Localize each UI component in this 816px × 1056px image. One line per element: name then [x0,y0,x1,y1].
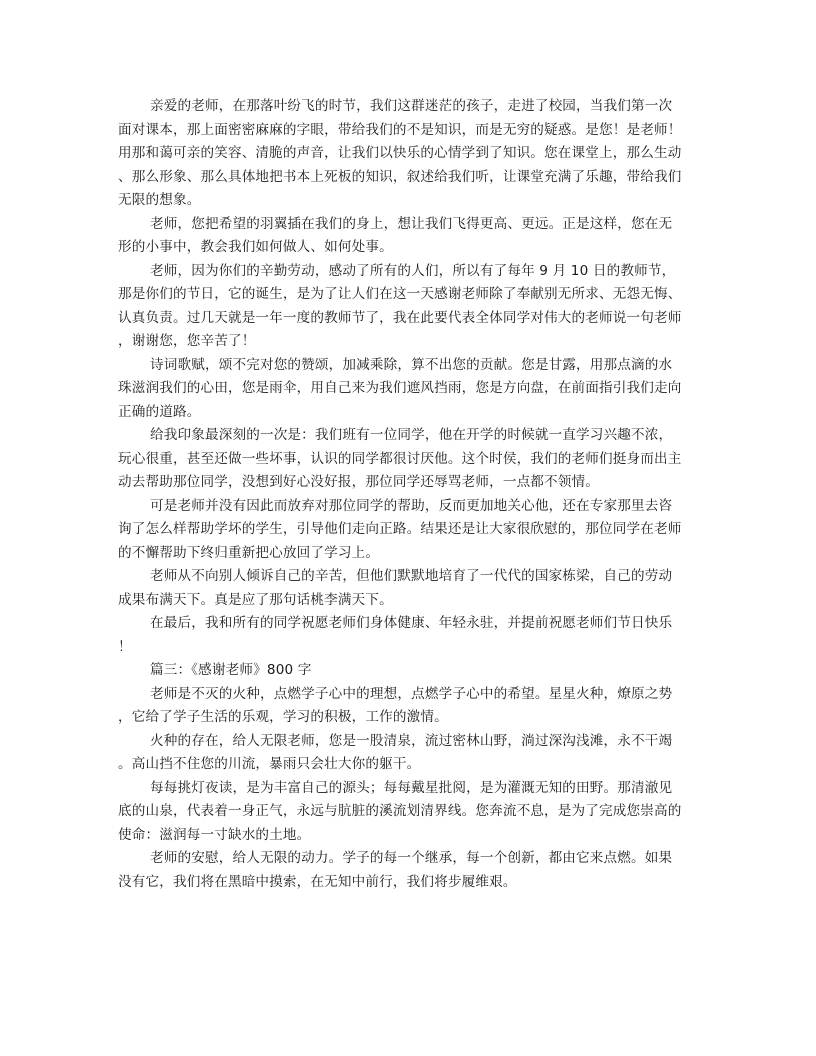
text-line: 无限的想象。 [118,192,201,208]
text-line: 、那么形象、那么具体地把书本上死板的知识，叙述给我们听，让课堂充满了乐趣，带给我们 [118,168,682,185]
text-line: 那是你们的节日，它的诞生，是为了让人们在这一天感谢老师除了奉献别无所求、无怨无悔、 [118,286,682,302]
text-line: 。高山挡不住您的川流，暴雨只会壮大你的躯干。 [118,756,421,772]
text-line: 火种的存在，给人无限老师，您是一股清泉，流过密林山野，淌过深沟浅滩，永不干竭 [150,732,673,749]
text-line: 面对课本，那上面密密麻麻的字眼，带给我们的不是知识，而是无穷的疑惑。是您！是老师！ [118,121,682,138]
text-line: ，它给了学子生活的乐观，学习的积极，工作的激情。 [118,709,448,725]
text-line: 老师的安慰，给人无限的动力。学子的每一个继承，每一个创新，都由它来点燃。如果 [150,850,673,866]
text-line: 每每挑灯夜读，是为丰富自己的源头；每每戴星批阅，是为灌溉无知的田野。那清澈见 [150,779,673,796]
text-line: 正确的道路。 [118,403,201,420]
text-line: 老师，您把希望的羽翼插在我们的身上，想让我们飞得更高、更远。正是这样，您在无 [150,215,673,232]
text-line: ，谢谢您，您辛苦了！ [118,333,256,349]
text-line: 没有它，我们将在黑暗中摸索，在无知中前行，我们将步履维艰。 [118,873,517,890]
text-line: 动去帮助那位同学，没想到好心没好报，那位同学还辱骂老师，一点都不领情。 [118,474,600,490]
text-line: 老师，因为你们的辛勤劳动，感动了所有的人们，所以有了每年 9 月 10 日的教师节， [150,262,676,279]
text-line: 询了怎么样帮助学坏的学生，引导他们走向正路。结果还是让大家很欣慰的，那位同学在老师 [118,521,682,537]
text-line: 老师从不向别人倾诉自己的辛苦，但他们默默地培育了一代代的国家栋梁，自己的劳动 [150,568,673,584]
text-line: 给我印象最深刻的一次是：我们班有一位同学，他在开学的时候就一直学习兴趣不浓， [150,427,673,443]
text-line: 的不懈帮助下终归重新把心放回了学习上。 [118,544,380,561]
text-line: 诗词歌赋，颂不完对您的赞颂，加减乘除，算不出您的贡献。您是甘露，用那点滴的水 [150,356,673,373]
text-line: 玩心很重，甚至还做一些坏事，认识的同学都很讨厌他。这个时侯，我们的老师们挺身而出主 [118,450,682,467]
text-line: 用那和蔼可亲的笑容、清脆的声音，让我们以快乐的心情学到了知识。您在课堂上，那么生动 [118,145,682,161]
text-line: 亲爱的老师，在那落叶纷飞的时节，我们这群迷茫的孩子，走进了校园，当我们第一次 [150,98,673,114]
text-line: 形的小事中，教会我们如何做人、如何处事。 [118,239,393,255]
text-line: 可是老师并没有因此而放弃对那位同学的帮助，反而更加地关心他，还在专家那里去咨 [150,497,673,514]
text-line: 认真负责。过几天就是一年一度的教师节了，我在此要代表全体同学对伟大的老师说一句老师 [118,309,682,326]
text-line: ！ [118,638,132,655]
text-line: 底的山泉，代表着一身正气，永远与肮脏的溪流划清界线。您奔流不息，是为了完成您崇高的 [118,803,682,819]
text-line: 篇三：《感谢老师》800 字 [150,662,312,678]
text-line: 老师是不灭的火种，点燃学子心中的理想，点燃学子心中的希望。星星火种，燎原之势 [150,685,673,702]
document-body [118,95,698,894]
text-line: 在最后，我和所有的同学祝愿老师们身体健康、年轻永驻，并提前祝愿老师们节日快乐 [150,615,673,631]
text-line: 成果布满天下。真是应了那句话桃李满天下。 [118,591,393,608]
text-line: 使命：滋润每一寸缺水的土地。 [118,826,311,843]
text-line: 珠滋润我们的心田，您是雨伞，用自己来为我们遮风挡雨，您是方向盘，在前面指引我们走向 [118,380,682,396]
